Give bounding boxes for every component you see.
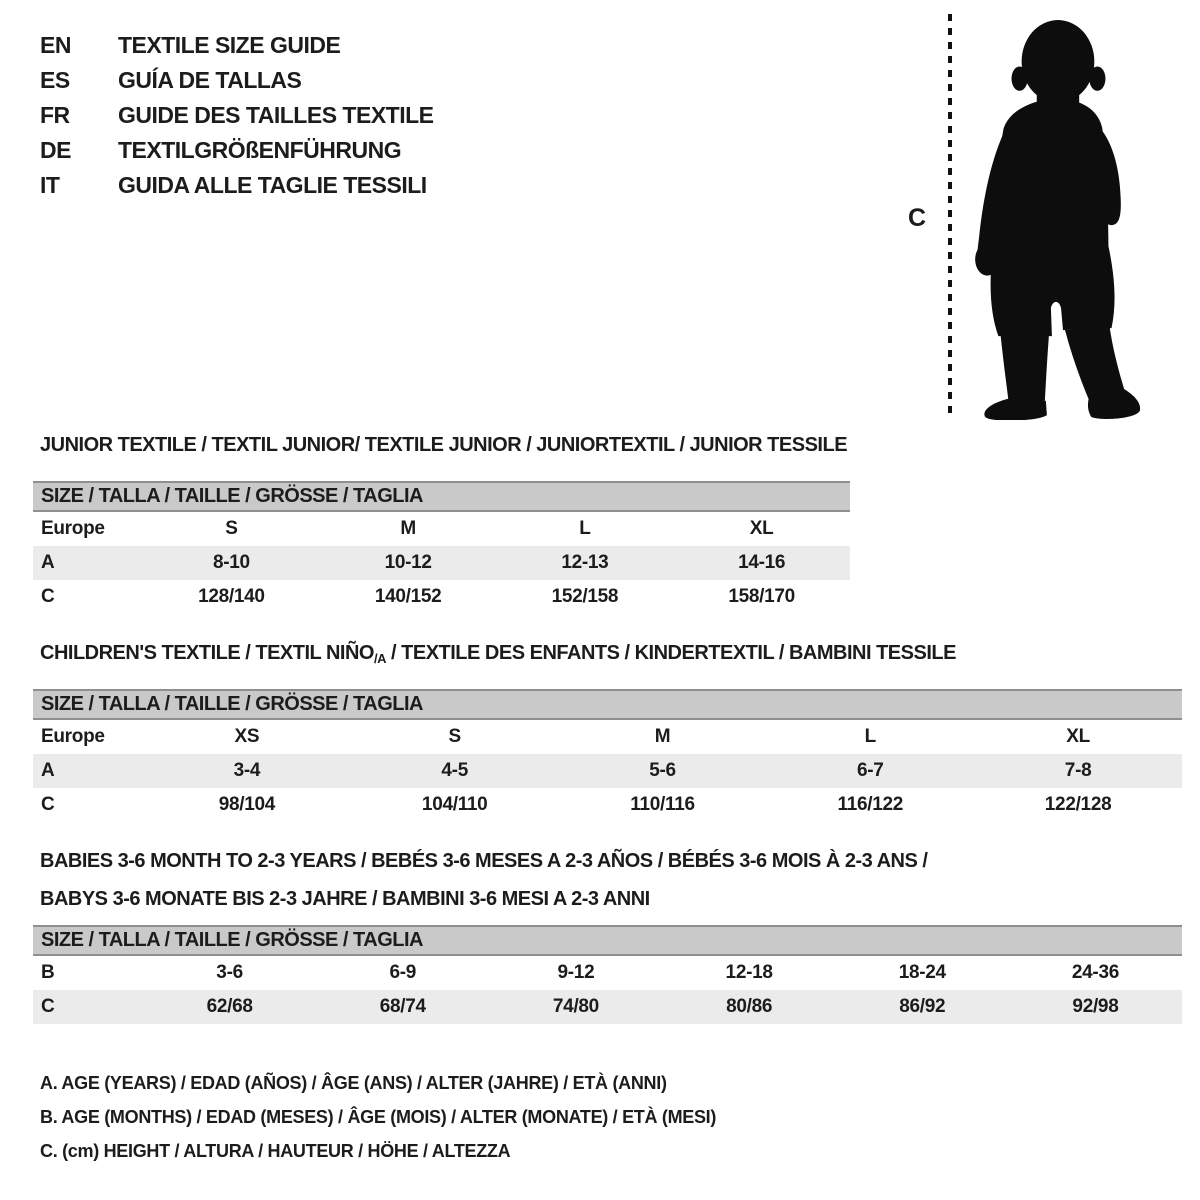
value-cell: 18-24 xyxy=(898,962,946,983)
language-code: EN xyxy=(40,32,71,58)
legend-line-a: A. AGE (YEARS) / EDAD (AÑOS) / ÂGE (ANS) / ALTER (JAHRE) / ETÀ (ANNI) xyxy=(40,1073,667,1093)
children-size-table xyxy=(33,689,1182,822)
babies-size-header-bar: SIZE / TALLA / TAILLE / GRÖSSE / TAGLIA xyxy=(33,925,1182,956)
children-age-row xyxy=(33,754,1182,788)
language-title: GUIDE DES TAILLES TEXTILE xyxy=(118,102,434,128)
junior-size-table xyxy=(33,481,850,614)
babies-title-line1: BABIES 3-6 MONTH TO 2-3 YEARS / BEBÉS 3-6 MESES A 2-3 AÑOS / BÉBÉS 3-6 MOIS À 2-3 ANS / xyxy=(40,850,928,872)
babies-title-line2: BABYS 3-6 MONATE BIS 2-3 JAHRE / BAMBINI 3-6 MESI A 2-3 ANNI xyxy=(40,888,650,910)
size-cell: XL xyxy=(749,518,774,539)
size-cell: XS xyxy=(234,726,260,747)
region-label: Europe xyxy=(41,726,105,747)
legend-line-b: B. AGE (MONTHS) / EDAD (MESES) / ÂGE (MOIS) / ALTER (MONATE) / ETÀ (MESI) xyxy=(40,1107,717,1127)
value-cell: 14-16 xyxy=(738,552,786,573)
language-code: DE xyxy=(40,137,71,163)
value-cell: 140/152 xyxy=(374,586,442,607)
value-cell: 12-13 xyxy=(561,552,609,573)
size-cell: L xyxy=(864,726,876,747)
children-height-row xyxy=(33,788,1182,822)
region-label: Europe xyxy=(41,518,105,539)
babies-section-title xyxy=(40,842,927,918)
value-cell: 104/110 xyxy=(421,794,488,815)
language-row xyxy=(40,168,434,203)
value-cell: 24-36 xyxy=(1071,962,1119,983)
value-cell: 92/98 xyxy=(1072,996,1119,1017)
children-title-text: / TEXTILE DES ENFANTS / KINDERTEXTIL / BAMBINI TESSILE xyxy=(385,642,956,664)
size-cell: XL xyxy=(1066,726,1090,747)
toddler-silhouette-icon xyxy=(960,16,1162,420)
value-cell: 122/128 xyxy=(1044,794,1112,815)
value-cell: 110/116 xyxy=(630,794,695,815)
value-cell: 6-9 xyxy=(389,962,417,983)
value-cell: 10-12 xyxy=(384,552,432,573)
size-cell: M xyxy=(400,518,416,539)
junior-section-title: JUNIOR TEXTILE / TEXTIL JUNIOR/ TEXTILE JUNIOR / JUNIORTEXTIL / JUNIOR TESSILE xyxy=(40,434,848,456)
junior-height-row xyxy=(33,580,850,614)
language-row xyxy=(40,98,434,133)
babies-size-table xyxy=(33,925,1182,1024)
measurement-legend xyxy=(40,1066,716,1168)
language-code: FR xyxy=(40,102,70,128)
value-cell: 9-12 xyxy=(557,962,595,983)
size-cell: S xyxy=(225,518,238,539)
language-title: TEXTILE SIZE GUIDE xyxy=(118,32,341,58)
children-title-subscript: /A xyxy=(373,651,386,666)
children-europe-row xyxy=(33,720,1182,754)
value-cell: 86/92 xyxy=(899,996,946,1017)
babies-height-row xyxy=(33,990,1182,1024)
children-section-title xyxy=(40,642,956,666)
babies-months-row xyxy=(33,956,1182,990)
language-row xyxy=(40,63,434,98)
value-cell: 74/80 xyxy=(552,996,599,1017)
row-label: C xyxy=(41,586,55,607)
row-label: A xyxy=(41,552,55,573)
value-cell: 5-6 xyxy=(649,760,676,781)
height-measure-dashed-line xyxy=(948,14,952,416)
language-row xyxy=(40,28,434,63)
language-title: GUIDA ALLE TAGLIE TESSILI xyxy=(118,172,427,198)
row-label: A xyxy=(41,760,55,781)
size-cell: S xyxy=(448,726,461,747)
value-cell: 3-6 xyxy=(216,962,243,983)
language-code: ES xyxy=(40,67,70,93)
value-cell: 7-8 xyxy=(1064,760,1092,781)
value-cell: 158/170 xyxy=(728,586,795,607)
language-title: TEXTILGRÖßENFÜHRUNG xyxy=(118,137,402,163)
value-cell: 6-7 xyxy=(857,760,884,781)
value-cell: 128/140 xyxy=(198,586,265,607)
value-cell: 68/74 xyxy=(379,996,426,1017)
value-cell: 3-4 xyxy=(233,760,261,781)
language-title: GUÍA DE TALLAS xyxy=(118,67,302,93)
height-measure-label: C xyxy=(908,204,927,232)
size-cell: L xyxy=(579,518,591,539)
value-cell: 80/86 xyxy=(726,996,773,1017)
children-title-text: CHILDREN'S TEXTILE / TEXTIL NIÑO xyxy=(40,642,374,664)
row-label: B xyxy=(41,962,55,983)
junior-europe-row xyxy=(33,512,850,546)
value-cell: 12-18 xyxy=(725,962,773,983)
junior-age-row xyxy=(33,546,850,580)
value-cell: 98/104 xyxy=(218,794,276,815)
row-label: C xyxy=(41,996,55,1017)
legend-line-c: C. (cm) HEIGHT / ALTURA / HAUTEUR / HÖHE / ALTEZZA xyxy=(40,1141,511,1161)
language-code: IT xyxy=(40,172,60,198)
value-cell: 62/68 xyxy=(206,996,253,1017)
junior-size-header-bar: SIZE / TALLA / TAILLE / GRÖSSE / TAGLIA xyxy=(33,481,850,512)
value-cell: 8-10 xyxy=(212,552,250,573)
row-label: C xyxy=(41,794,55,815)
language-row xyxy=(40,133,434,168)
size-cell: M xyxy=(654,726,671,747)
value-cell: 116/122 xyxy=(837,794,904,815)
value-cell: 152/158 xyxy=(551,586,619,607)
language-title-block xyxy=(40,28,434,203)
children-size-header-bar: SIZE / TALLA / TAILLE / GRÖSSE / TAGLIA xyxy=(33,689,1182,720)
value-cell: 4-5 xyxy=(441,760,468,781)
